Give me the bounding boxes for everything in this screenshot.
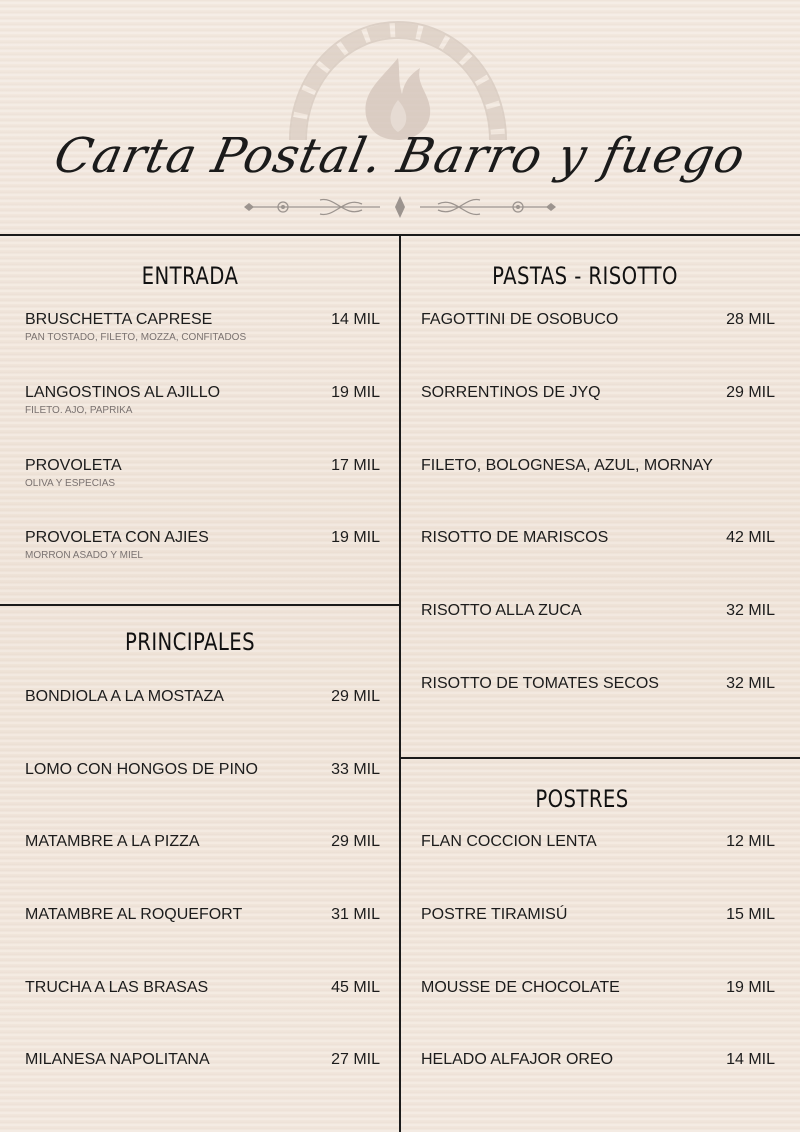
item-name: FILETO, BOLOGNESA, AZUL, MORNAY <box>421 457 713 474</box>
section-title-postres: POSTRES <box>535 785 629 813</box>
item-price: 19 MIL <box>331 529 380 546</box>
item-price: 12 MIL <box>726 833 775 850</box>
item-price: 17 MIL <box>331 457 380 474</box>
menu-item <box>25 688 380 706</box>
section-title-principales: PRINCIPALES <box>124 628 256 656</box>
item-name: TRUCHA A LAS BRASAS <box>25 979 209 996</box>
item-name: PROVOLETA CON AJIES <box>25 529 209 546</box>
menu-item <box>421 1051 775 1069</box>
item-price: 27 MIL <box>331 1051 380 1068</box>
item-price: 33 MIL <box>331 761 380 778</box>
item-name: MATAMBRE AL ROQUEFORT <box>25 906 243 923</box>
item-name: LANGOSTINOS AL AJILLO <box>25 384 221 401</box>
item-name: FLAN COCCION LENTA <box>421 833 597 850</box>
menu-item <box>25 384 380 416</box>
menu-item <box>25 1051 380 1069</box>
item-name: MOUSSE DE CHOCOLATE <box>421 979 620 996</box>
menu-item <box>25 906 380 924</box>
item-name: BONDIOLA A LA MOSTAZA <box>25 688 224 705</box>
item-price: 31 MIL <box>331 906 380 923</box>
menu-item <box>25 833 380 851</box>
item-price: 29 MIL <box>726 384 775 401</box>
menu-item <box>421 675 775 693</box>
item-name: FAGOTTINI DE OSOBUCO <box>421 311 619 328</box>
item-price: 19 MIL <box>331 384 380 401</box>
item-name: PROVOLETA <box>25 457 122 474</box>
clay-oven-flame-icon <box>0 0 800 235</box>
menu-item <box>421 906 775 924</box>
menu-item <box>421 311 775 329</box>
menu-item <box>421 979 775 997</box>
item-price: 29 MIL <box>331 833 380 850</box>
item-name: HELADO ALFAJOR OREO <box>421 1051 614 1068</box>
item-description: OLIVA Y ESPECIAS <box>25 478 116 489</box>
menu-item <box>421 384 775 402</box>
item-price: 14 MIL <box>726 1051 775 1068</box>
section-title-pastas-risotto: PASTAS - RISOTTO <box>492 262 678 290</box>
menu-item <box>421 457 775 475</box>
menu-item <box>25 979 380 997</box>
item-price: 45 MIL <box>331 979 380 996</box>
menu-item <box>25 457 380 489</box>
divider-right-middle <box>400 757 800 759</box>
divider-left-middle <box>0 604 400 606</box>
item-price: 19 MIL <box>726 979 775 996</box>
item-description: FILETO. AJO, PAPRIKA <box>25 405 133 416</box>
item-name: LOMO CON HONGOS DE PINO <box>25 761 258 778</box>
menu-item <box>25 529 380 561</box>
item-price: 28 MIL <box>726 311 775 328</box>
item-price: 32 MIL <box>726 602 775 619</box>
section-title-entrada: ENTRADA <box>141 262 239 290</box>
menu-header <box>0 0 800 235</box>
menu-item <box>25 311 380 343</box>
divider-center <box>399 234 401 1132</box>
item-name: POSTRE TIRAMISÚ <box>421 906 568 923</box>
item-name: SORRENTINOS DE JYQ <box>421 384 601 401</box>
item-description: MORRON ASADO Y MIEL <box>25 550 143 561</box>
item-price: 32 MIL <box>726 675 775 692</box>
item-price: 29 MIL <box>331 688 380 705</box>
menu-item <box>421 602 775 620</box>
menu-item <box>421 529 775 547</box>
item-name: RISOTTO DE TOMATES SECOS <box>421 675 659 692</box>
restaurant-title: Carta Postal. Barro y fuego <box>49 128 751 184</box>
item-name: MILANESA NAPOLITANA <box>25 1051 210 1068</box>
item-name: MATAMBRE A LA PIZZA <box>25 833 200 850</box>
item-price: 42 MIL <box>726 529 775 546</box>
item-name: RISOTTO DE MARISCOS <box>421 529 609 546</box>
menu-item <box>25 761 380 779</box>
item-name: BRUSCHETTA CAPRESE <box>25 311 213 328</box>
item-description: PAN TOSTADO, FILETO, MOZZA, CONFITADOS <box>25 332 247 343</box>
item-name: RISOTTO ALLA ZUCA <box>421 602 582 619</box>
menu-item <box>421 833 775 851</box>
item-price: 15 MIL <box>726 906 775 923</box>
item-price: 14 MIL <box>331 311 380 328</box>
